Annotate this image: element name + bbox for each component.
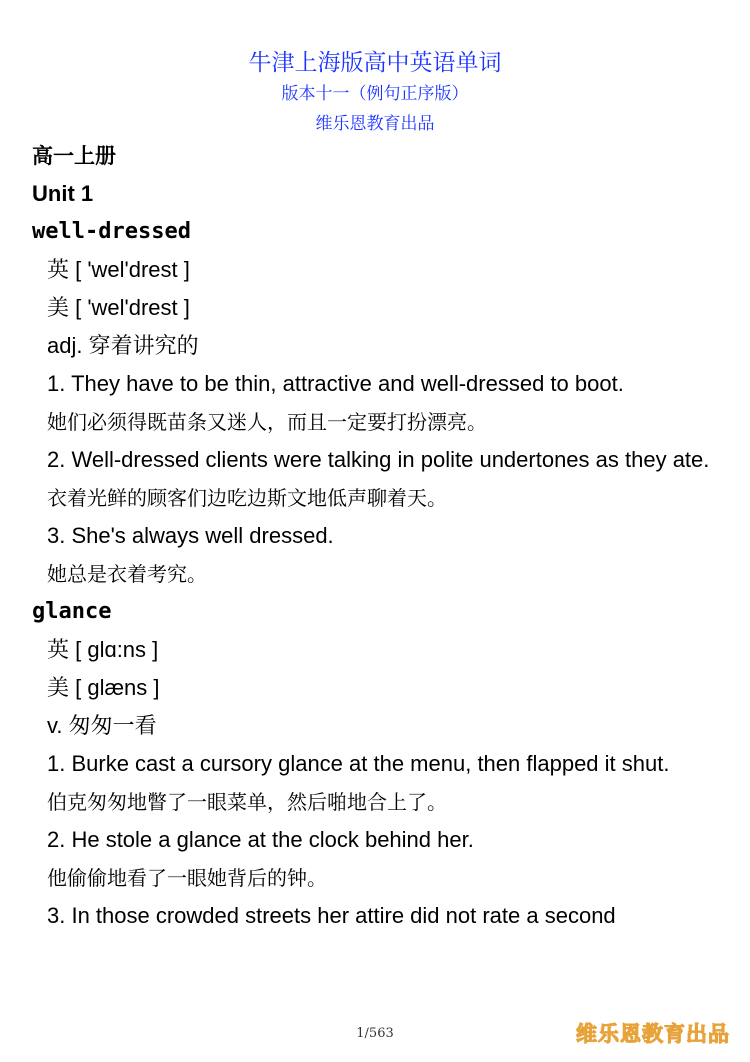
example-en: 1. They have to be thin, attractive and well-dressed to boot. (47, 371, 624, 396)
example-en: 3. In those crowded streets her attire did not rate a second (47, 903, 616, 928)
section-heading: 高一上册 (32, 144, 116, 168)
us-pronunciation: 美 [ 'wel'drest ] (47, 295, 190, 320)
uk-pronunciation: 英 [ 'wel'drest ] (47, 257, 190, 282)
example-en: 2. Well-dressed clients were talking in polite undertones as they ate. (47, 447, 710, 472)
example-zh: 他偷偷地看了一眼她背后的钟。 (47, 866, 327, 890)
example-en: 3. She's always well dressed. (47, 523, 334, 548)
document-title: 牛津上海版高中英语单词 (248, 50, 502, 76)
example-en: 1. Burke cast a cursory glance at the menu, then flapped it shut. (47, 751, 670, 776)
entry-well-dressed (32, 213, 722, 593)
page-number: 1/563 (356, 1026, 394, 1041)
publisher-watermark: 维乐恩教育出品 (576, 1022, 730, 1046)
publisher-line: 维乐恩教育出品 (315, 114, 435, 134)
vocabulary-content (32, 137, 722, 935)
example-en: 2. He stole a glance at the clock behind her. (47, 827, 474, 852)
document-subtitle: 版本十一（例句正序版） (281, 84, 469, 104)
part-of-speech: v. 匆匆一看 (47, 713, 157, 738)
entry-word: well-dressed (32, 219, 191, 244)
us-pronunciation: 美 [ glæns ] (47, 675, 160, 700)
example-zh: 衣着光鲜的顾客们边吃边斯文地低声聊着天。 (47, 486, 447, 510)
unit-heading: Unit 1 (32, 181, 94, 206)
entry-glance (32, 593, 722, 935)
part-of-speech: adj. 穿着讲究的 (47, 333, 199, 358)
entry-word: glance (32, 599, 112, 624)
example-zh: 她们必须得既苗条又迷人，而且一定要打扮漂亮。 (47, 410, 487, 434)
example-zh: 伯克匆匆地瞥了一眼菜单，然后啪地合上了。 (47, 790, 447, 814)
example-zh: 她总是衣着考究。 (47, 562, 207, 586)
uk-pronunciation: 英 [ glɑ:ns ] (47, 637, 159, 662)
